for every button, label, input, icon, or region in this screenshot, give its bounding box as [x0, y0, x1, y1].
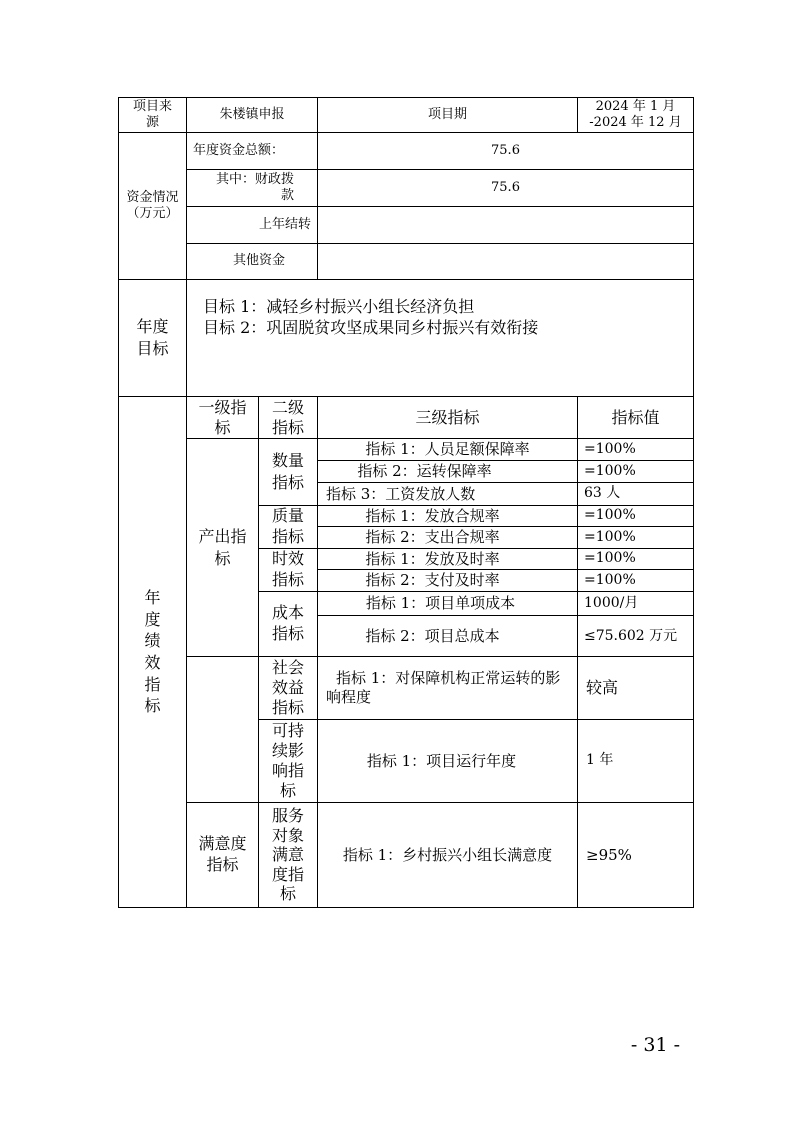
- table-row-value: [577, 802, 694, 908]
- funds-carryover-value-cell: [317, 206, 694, 243]
- indicator-name: 指标 2：运转保障率: [357, 462, 492, 481]
- indicator-name: 指标 3：工资发放人数: [326, 484, 476, 503]
- table-row-value: [577, 615, 694, 656]
- header-level2-cell: [258, 396, 317, 438]
- service-label-cell: [258, 802, 317, 908]
- indicator-value: 63 人: [584, 485, 621, 502]
- table-row: [317, 656, 577, 719]
- table-row: [317, 460, 577, 482]
- table-row: [317, 615, 577, 656]
- header-level3: 三级指标: [415, 407, 480, 427]
- indicator-value: 较高: [586, 678, 619, 697]
- sustain-label: 可持续影响指标: [271, 721, 304, 800]
- header-level3-cell: [317, 396, 577, 438]
- table-row: [317, 526, 577, 548]
- table-row: [317, 548, 577, 569]
- funds-total-label: 年度资金总额：: [193, 142, 285, 158]
- service-label: 服务对象满意度指标: [271, 806, 304, 904]
- funds-fiscal-value: 75.6: [491, 179, 520, 195]
- indicator-name: 指标 2：支付及时率: [365, 571, 500, 590]
- header-level1: 一级指标: [198, 398, 247, 437]
- social-label-cell: [258, 656, 317, 719]
- funds-other-value-cell: [317, 243, 694, 279]
- header-level1-cell: [186, 396, 258, 438]
- period-start: 2024 年 1 月: [595, 98, 676, 114]
- indicator-name: 指标 1：项目单项成本: [365, 594, 516, 613]
- funds-label: 资金情况（万元）: [126, 189, 179, 221]
- indicator-name: 指标 1：发放及时率: [365, 549, 500, 568]
- table-row-value: [577, 438, 694, 460]
- indicator-name: 指标 1：人员足额保障率: [365, 440, 530, 459]
- indicator-value: =100%: [584, 507, 636, 524]
- funds-other-label-cell: [186, 243, 317, 279]
- indicator-value: =100%: [584, 550, 636, 567]
- header-value: 指标值: [611, 407, 660, 427]
- table-row-value: [577, 482, 694, 505]
- goals-label: 年度目标: [136, 316, 169, 358]
- table-row-value: [577, 548, 694, 569]
- funds-fiscal-value-cell: [317, 169, 694, 206]
- source-label-cell: [118, 97, 186, 132]
- indicator-value: =100%: [584, 528, 636, 545]
- funds-total-label-cell: [186, 132, 317, 169]
- satisfaction-label-cell: [186, 802, 258, 908]
- effect-label-cell: [186, 656, 258, 802]
- header-level2: 二级指标: [271, 398, 304, 437]
- goals-label-cell: [118, 279, 186, 396]
- table-row: [317, 505, 577, 526]
- funds-total-value: 75.6: [491, 142, 520, 158]
- indicator-name: 指标 1：乡村振兴小组长满意度: [342, 845, 553, 864]
- indicator-value: ≥95%: [586, 845, 632, 864]
- table-row-value: [577, 526, 694, 548]
- table-row-value: [577, 569, 694, 591]
- period-end: -2024 年 12 月: [589, 115, 682, 130]
- table-row: [317, 719, 577, 802]
- table-row: [317, 482, 577, 505]
- funds-fiscal-label: 其中：财政拨款: [215, 171, 294, 203]
- quality-label: 质量指标: [271, 506, 304, 546]
- source-value-cell: [186, 97, 317, 132]
- funds-other-label: 其他资金: [232, 253, 285, 269]
- social-label: 社会效益指标: [271, 658, 304, 717]
- indicator-value: 1 年: [586, 752, 614, 769]
- table-row: [317, 569, 577, 591]
- funds-label-cell: [118, 132, 186, 279]
- cost-label-cell: [258, 591, 317, 656]
- indicator-name: 指标 2：支出合规率: [365, 528, 500, 547]
- header-value-cell: [577, 396, 694, 438]
- indicator-value: =100%: [584, 571, 636, 588]
- satisfaction-label: 满意度指标: [198, 834, 247, 874]
- period-value-cell: [577, 97, 694, 132]
- table-row: [317, 438, 577, 460]
- timeliness-label: 时效指标: [271, 549, 304, 589]
- timeliness-label-cell: [258, 548, 317, 591]
- indicator-value: =100%: [584, 462, 636, 479]
- table-row-value: [577, 656, 694, 719]
- table-row-value: [577, 719, 694, 802]
- cost-label: 成本指标: [271, 603, 304, 643]
- sustain-label-cell: [258, 719, 317, 802]
- funds-carryover-label-cell: [186, 206, 317, 243]
- indicator-name: 指标 1：发放合规率: [365, 506, 500, 525]
- indicators-label-cell: [118, 396, 186, 908]
- source-label: 项目来源: [132, 98, 172, 130]
- goals-content-cell: [186, 279, 694, 396]
- indicator-value: 1000/月: [584, 594, 639, 611]
- page-number: - 31 -: [630, 1034, 680, 1056]
- indicator-name: 指标 1：项目运行年度: [366, 751, 517, 770]
- output-label-cell: [186, 438, 258, 656]
- quality-label-cell: [258, 505, 317, 548]
- output-label: 产出指标: [198, 526, 247, 568]
- indicators-label: 年度绩效指标: [144, 588, 161, 716]
- table-row-value: [577, 505, 694, 526]
- table-row-value: [577, 591, 694, 615]
- period-label-cell: [317, 97, 577, 132]
- indicator-name: 指标 1：对保障机构正常运转的影响程度: [326, 668, 561, 706]
- funds-total-value-cell: [317, 132, 694, 169]
- table-row-value: [577, 460, 694, 482]
- table-row: [317, 591, 577, 615]
- quantity-label: 数量指标: [271, 451, 304, 492]
- indicator-name: 指标 2：项目总成本: [365, 626, 500, 645]
- indicator-value: ≤75.602 万元: [584, 627, 678, 644]
- goal-2: 目标 2：巩固脱贫攻坚成果同乡村振兴有效衔接: [203, 317, 539, 337]
- source-value: 朱楼镇申报: [219, 106, 285, 122]
- quantity-label-cell: [258, 438, 317, 505]
- indicator-value: =100%: [584, 440, 636, 457]
- goal-1: 目标 1：减轻乡村振兴小组长经济负担: [203, 297, 475, 316]
- table-row: [317, 802, 577, 908]
- funds-carryover-label: 上年结转: [258, 216, 311, 232]
- funds-fiscal-label-cell: [186, 169, 317, 206]
- period-label: 项目期: [427, 106, 467, 122]
